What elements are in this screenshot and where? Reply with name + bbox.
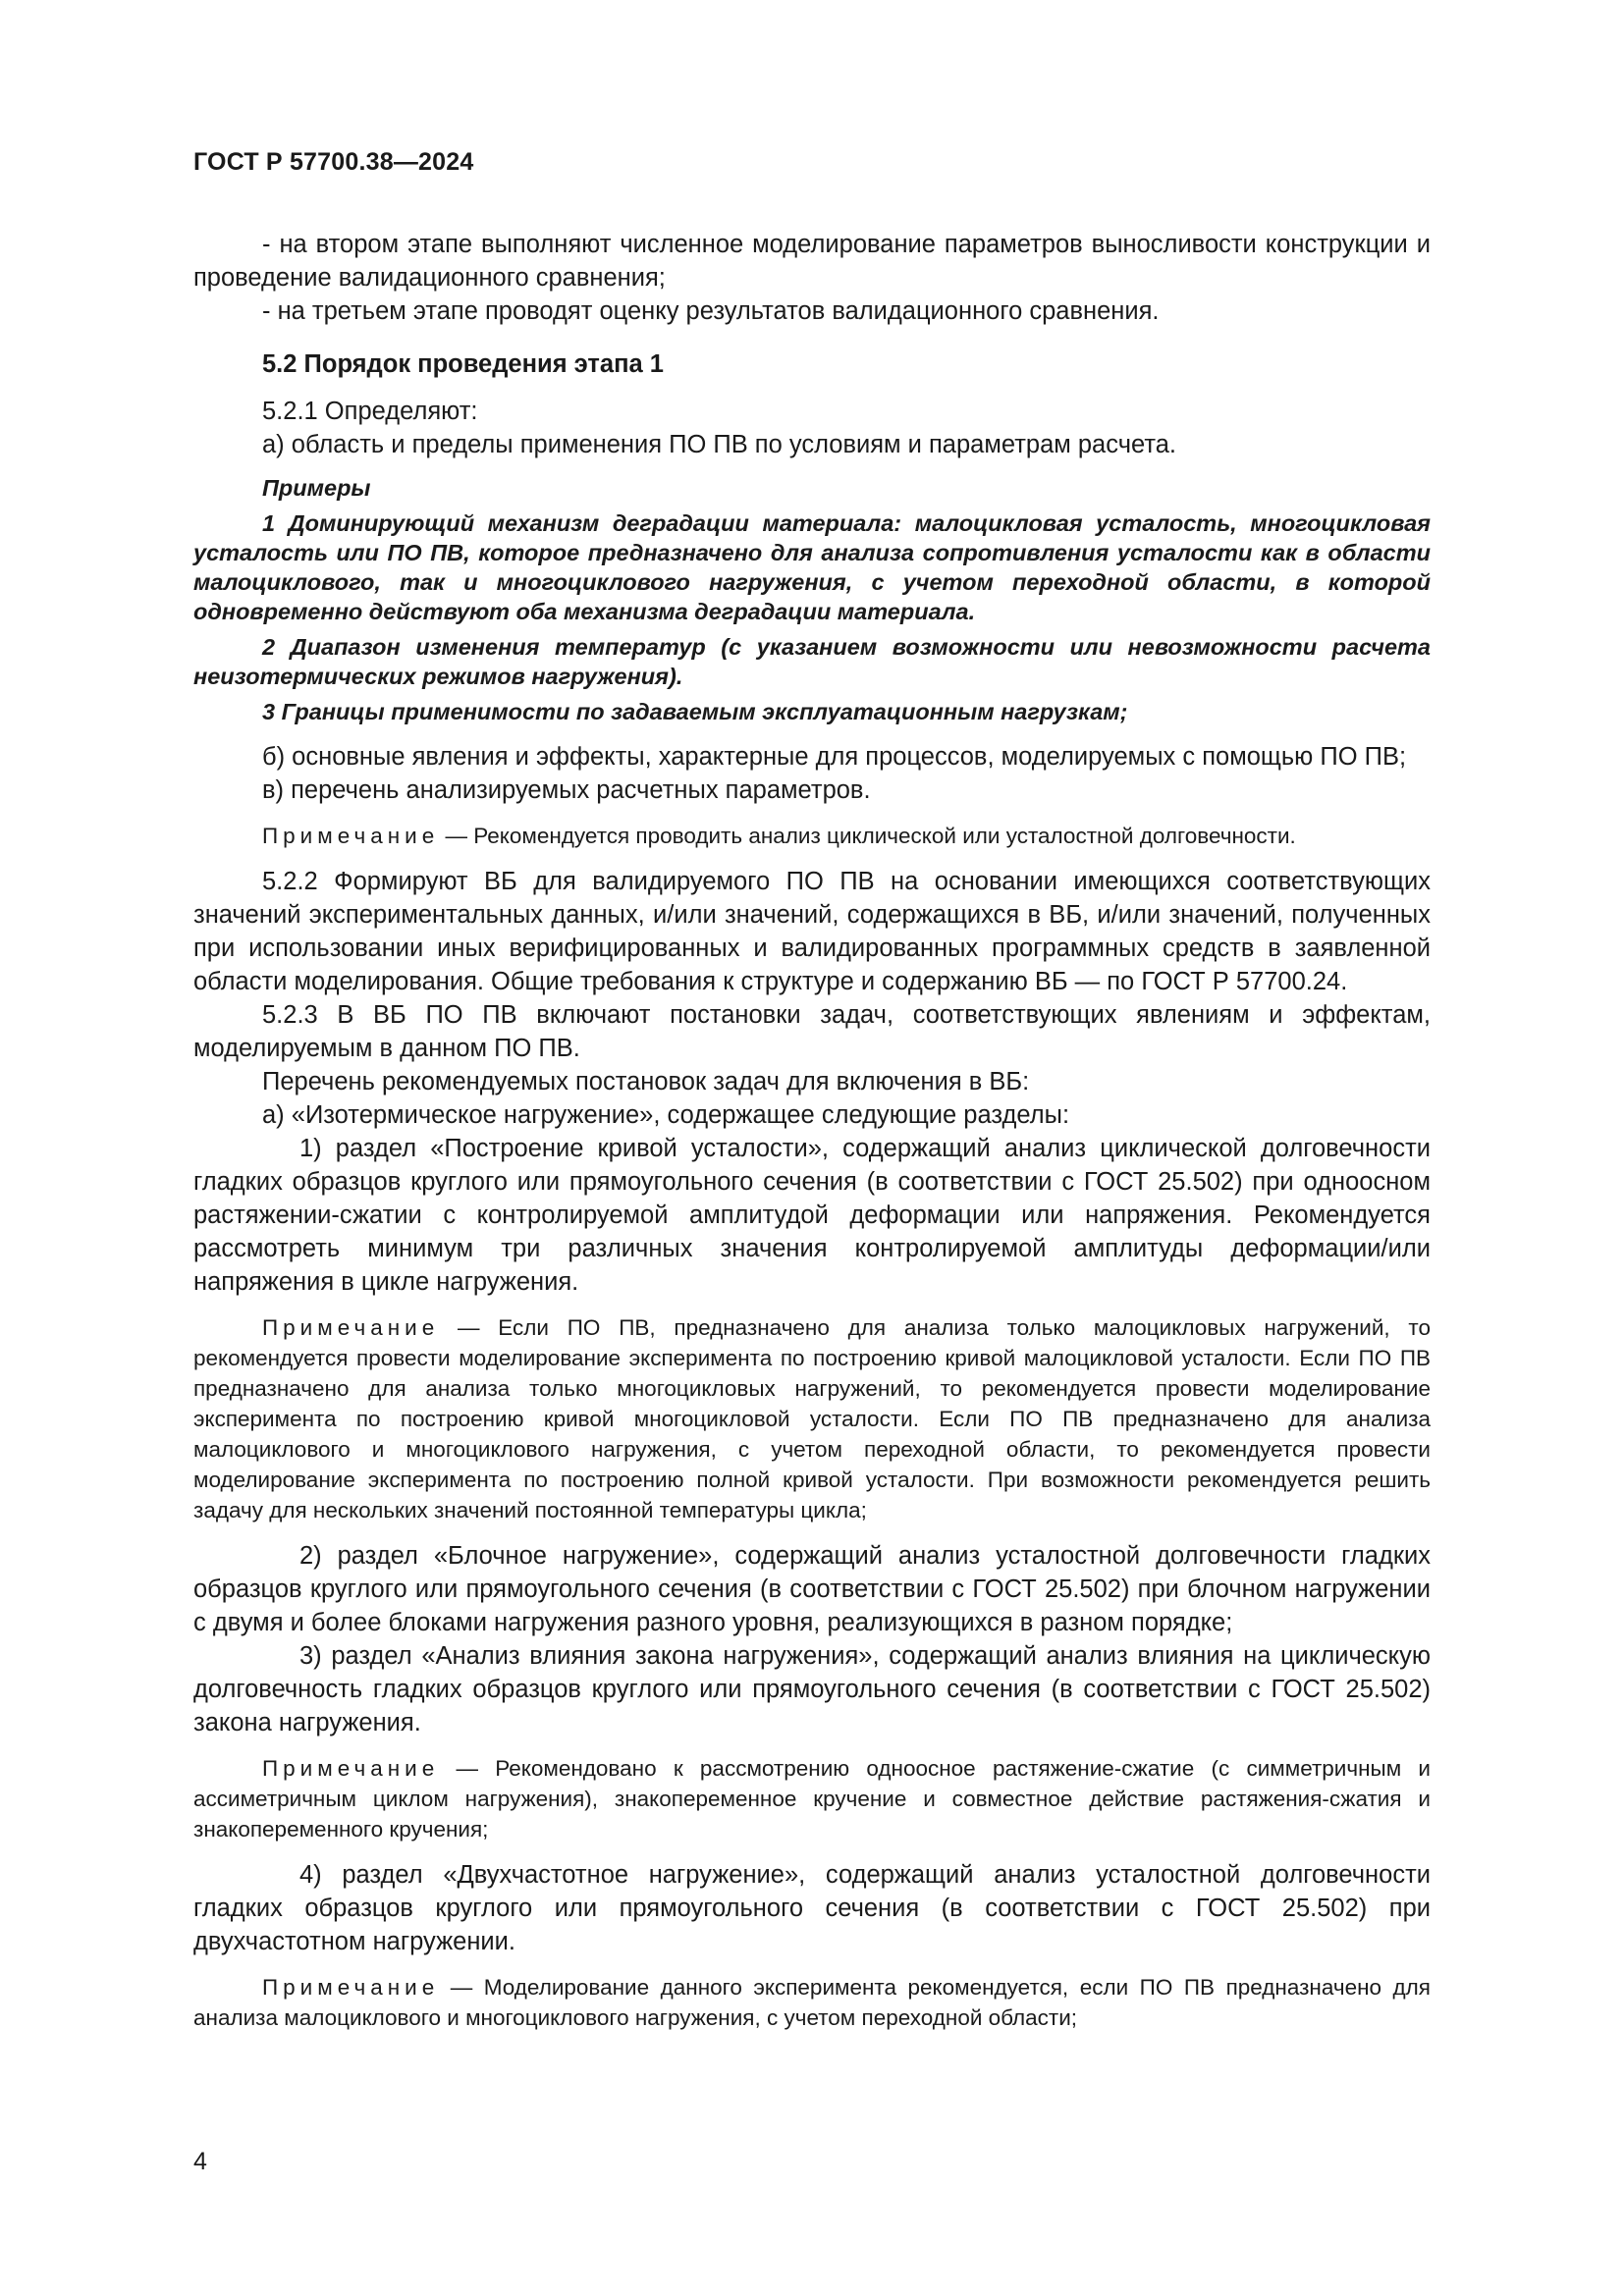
clause-5-2-3: 5.2.3 В ВБ ПО ПВ включают постановки задач, соответствующих явлениям и эффектам, моделируемым в данном ПО ПВ. [193,1001,1431,1062]
item-v-parameters: в) перечень анализируемых расчетных параметров. [262,776,871,804]
note-label: Примечание [262,1756,440,1781]
page-number: 4 [193,2148,207,2175]
stage-3-item: - на третьем этапе проводят оценку результатов валидационного сравнения. [262,297,1160,325]
note-label: Примечание [262,1975,440,2000]
note-2 [193,1312,1431,1525]
clause-5-2-2: 5.2.2 Формируют ВБ для валидируемого ПО ПВ на основании имеющихся соответствующих значений экспериментальных данных, и/или значений, содержащихся в ВБ, и/или значений, полученных при использовании иных верифицированных и валидированных программных средств в заявленной области моделирования. Общие требования к структуре и содержанию ВБ — по ГОСТ Р 57700.24. [193,868,1431,995]
example-2: 2 Диапазон изменения температур (с указанием возможности или невозможности расчета неизотермических режимов нагружения). [193,634,1431,689]
note-label: Примечание [262,1315,440,1340]
stage-2-item: - на втором этапе выполняют численное моделирование параметров выносливости конструкции и проведение валидационного сравнения; [193,231,1431,292]
subitem-3-loading-law: 3) раздел «Анализ влияния закона нагружения», содержащий анализ влияния на циклическую долговечность гладких образцов круглого или прямоугольного сечения (в соответствии с ГОСТ 25.502) закона нагружения. [193,1642,1431,1736]
note-text: — Моделирование данного эксперимента рекомендуется, если ПО ПВ предназначено для анализа малоциклового и многоциклового нагружения, с учетом переходной области; [193,1975,1431,2030]
note-4 [193,1972,1431,2033]
clause-5-2-1: 5.2.1 Определяют: [262,398,478,425]
subitem-1-fatigue-curve: 1) раздел «Построение кривой усталости», содержащий анализ циклической долговечности гладких образцов круглого или прямоугольного сечения (в соответствии с ГОСТ 25.502) при одноосном растяжении-сжатии с контролируемой амплитудой деформации или напряжения. Рекомендуется рассмотреть минимум три различных значения контролируемой амплитуды деформации/или напряжения в цикле нагружения. [193,1135,1431,1296]
subitem-4-dual-frequency: 4) раздел «Двухчастотное нагружение», содержащий анализ усталостной долговечности гладких образцов круглого или прямоугольного сечения (в соответствии с ГОСТ 25.502) при двухчастотном нагружении. [193,1861,1431,1955]
subitem-2-block-loading: 2) раздел «Блочное нагружение», содержащий анализ усталостной долговечности гладких образцов круглого или прямоугольного сечения (в соответствии с ГОСТ 25.502) при блочном нагружении с двумя и более блоками нагружения разного уровня, реализующихся в разном порядке; [193,1542,1431,1636]
example-3: 3 Границы применимости по задаваемым эксплуатационным нагрузкам; [262,699,1128,724]
note-3 [193,1753,1431,1844]
note-text: — Если ПО ПВ, предназначено для анализа только малоцикловых нагружений, то рекомендуется провести моделирование эксперимента по построению кривой малоцикловой усталости. Если ПО ПВ предназначено для анализа только многоцикловых нагружений, то рекомендуется провести моделирование эксперимента по построению кривой многоцикловой усталости. Если ПО ПВ предназначено для анализа малоциклового и многоциклового нагружения, с учетом переходной области, то рекомендуется провести моделирование эксперимента по построению полной кривой усталости. При возможности рекомендуется решить задачу для нескольких значений постоянной температуры цикла; [193,1315,1431,1522]
page-content [193,228,1431,2033]
note-1 [193,821,1431,851]
note-text: — Рекомендовано к рассмотрению одноосное растяжение-сжатие (с симметричным и ассиметричным циклом нагружения), знакопеременное кручение и совместное действие растяжения-сжатия и знакопеременного кручения; [193,1756,1431,1842]
item-b-phenomena: б) основные явления и эффекты, характерные для процессов, моделируемых с помощью ПО ПВ; [262,743,1407,771]
note-label: Примечание [262,824,440,848]
example-1: 1 Доминирующий механизм деградации материала: малоцикловая усталость, многоцикловая усталость или ПО ПВ, которое предназначено для анализа сопротивления усталости как в области малоциклового, так и многоциклового нагружения, с учетом переходной области, в которой одновременно действуют оба механизма деградации материала. [193,510,1431,624]
item-a-isothermal: а) «Изотермическое нагружение», содержащее следующие разделы: [262,1101,1070,1129]
examples-title: Примеры [262,475,371,501]
task-list-intro: Перечень рекомендуемых постановок задач для включения в ВБ: [262,1068,1030,1095]
item-a-scope: а) область и пределы применения ПО ПВ по условиям и параметрам расчета. [262,431,1176,458]
standard-header: ГОСТ Р 57700.38—2024 [193,148,474,176]
section-5-2-heading: 5.2 Порядок проведения этапа 1 [262,350,664,378]
note-text: — Рекомендуется проводить анализ циклической или усталостной долговечности. [445,824,1296,848]
